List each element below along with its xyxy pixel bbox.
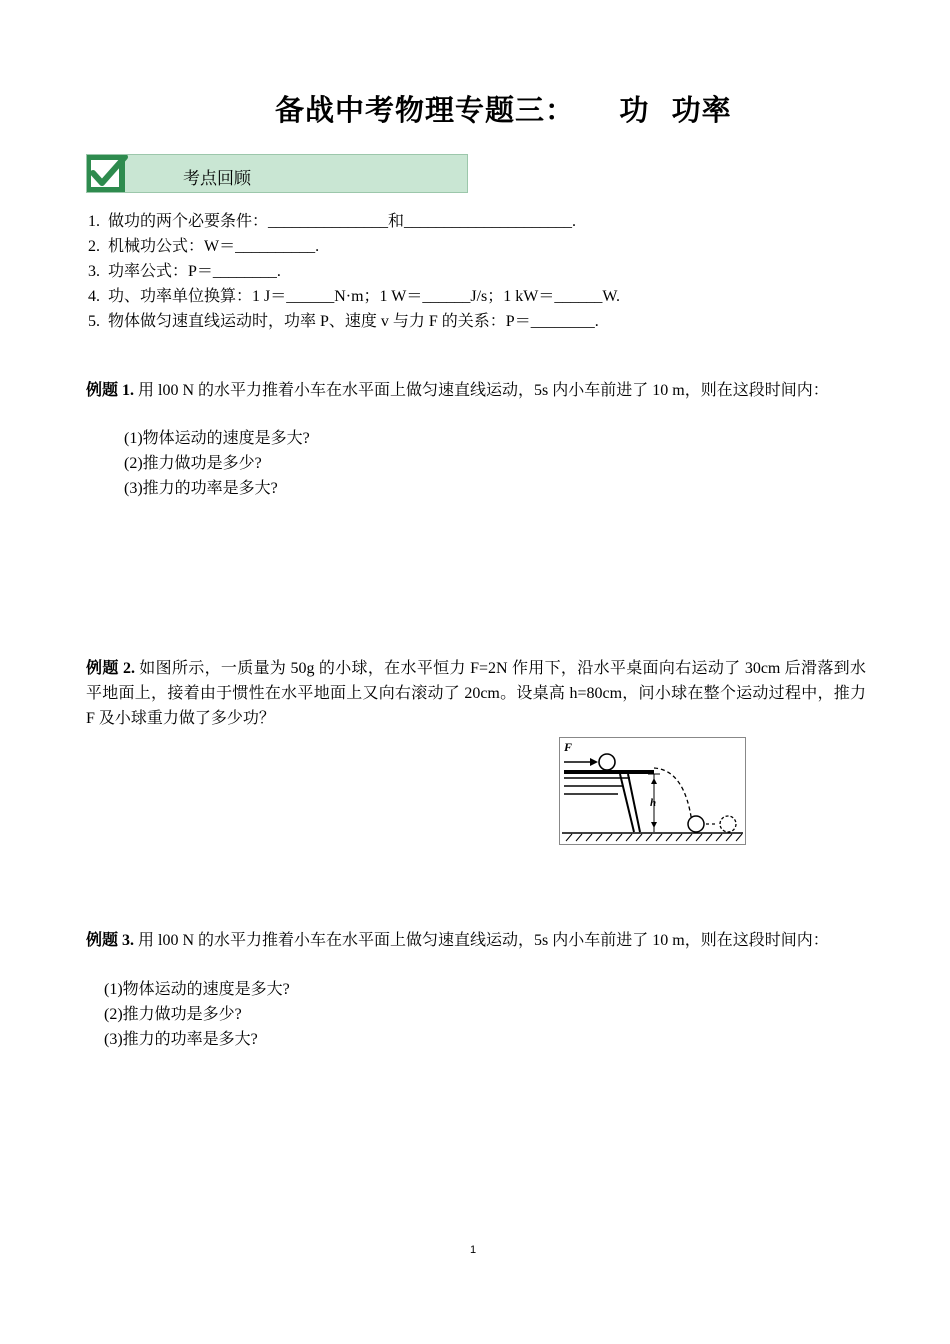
example-2-text: 例题 2. 如图所示，一质量为 50g 的小球，在水平恒力 F=2N 作用下，沿水平桌面向右运动了 30cm 后滑落到水平地面上，接着由于惯性在水平地面上又向右滚动了 20cm。设桌高 h=80cm，问小球在整个运动过程中，推力 F 及小球重力做了多少功？ (86, 660, 866, 727)
checkmark-icon (87, 155, 129, 192)
height-label: h (650, 797, 657, 809)
page-number: 1 (470, 1244, 477, 1256)
ball-landing (688, 816, 704, 832)
example-3-question-1: (1)物体运动的速度是多大? (104, 981, 290, 998)
example-2-label: 例题 2. (86, 660, 135, 677)
example-3-label: 例题 3. (86, 932, 135, 949)
review-item-2: 2. 机械功公式：W＝__________. (88, 238, 320, 255)
example-2-figure (559, 737, 746, 845)
review-item-1: 1. 做功的两个必要条件：_______________和_____________________. (88, 213, 577, 230)
table-leg (620, 774, 634, 832)
example-1-question-1: (1)物体运动的速度是多大? (124, 430, 310, 447)
example-3-question-3: (3)推力的功率是多大? (104, 1031, 258, 1048)
page-title: 备战中考物理专题三： 功 功率 (275, 93, 732, 127)
review-item-5: 5. 物体做匀速直线运动时，功率 P、速度 v 与力 F 的关系：P＝________. (88, 313, 599, 330)
table-top (564, 770, 654, 774)
example-3-text: 例题 3. 用 l00 N 的水平力推着小车在水平面上做匀速直线运动，5s 内小车前进了 10 m，则在这段时间内： (86, 932, 829, 949)
example-1-text: 例题 1. 用 l00 N 的水平力推着小车在水平面上做匀速直线运动，5s 内小车前进了 10 m，则在这段时间内： (86, 382, 829, 399)
section-banner (86, 154, 468, 193)
table-ball-diagram (560, 738, 745, 844)
ball-on-table (599, 754, 615, 770)
force-arrow-head (590, 758, 598, 766)
ball-final (720, 816, 736, 832)
trajectory-path (654, 768, 692, 823)
example-1-question-3: (3)推力的功率是多大? (124, 480, 278, 497)
force-label: F (564, 740, 573, 754)
example-3-question-2: (2)推力做功是多少? (104, 1006, 242, 1023)
section-banner-label: 考点回顾 (183, 169, 251, 189)
ground-hatching (566, 834, 742, 841)
review-item-4: 4. 功、功率单位换算：1 J＝______N·m；1 W＝______J/s；1 kW＝______W. (88, 288, 621, 305)
review-item-3: 3. 功率公式：P＝________. (88, 263, 281, 280)
example-1-label: 例题 1. (86, 382, 135, 399)
example-1-question-2: (2)推力做功是多少? (124, 455, 262, 472)
